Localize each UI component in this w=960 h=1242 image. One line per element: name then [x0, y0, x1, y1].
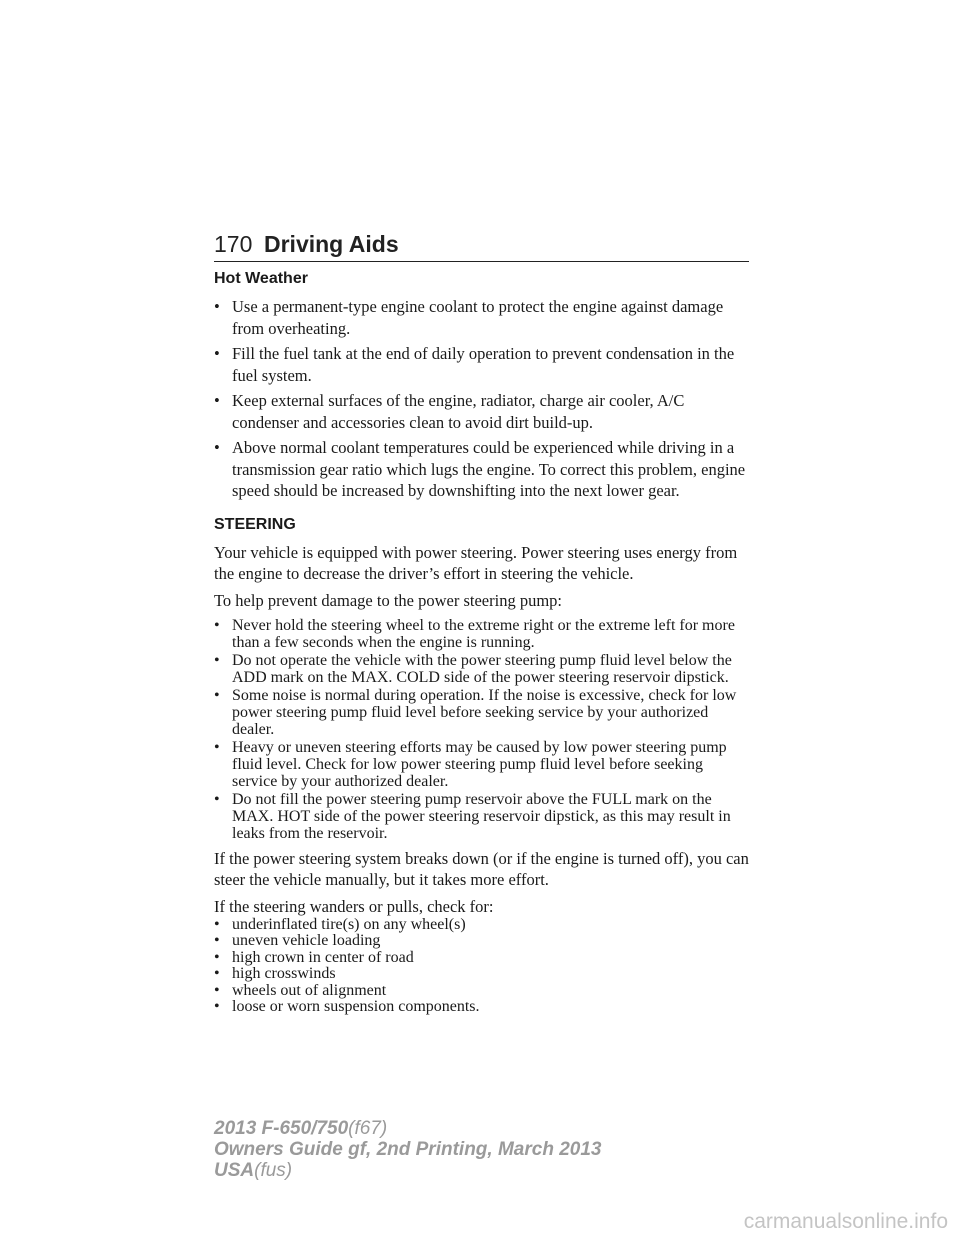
list-item: • Fill the fuel tank at the end of daily operation to prevent condensation in the fuel system.: [214, 344, 735, 385]
bullet-icon: •: [214, 790, 220, 808]
list-item: • Never hold the steering wheel to the extreme right or the extreme left for more than a few seconds when the engine is running.: [214, 616, 735, 651]
bullet-icon: •: [214, 297, 220, 316]
page-header: [214, 228, 749, 262]
list-item: • Some noise is normal during operation. If the noise is excessive, check for low power steering pump fluid level before seeking service by your authorized dealer.: [214, 686, 737, 738]
bullet-icon: •: [214, 391, 220, 410]
bullet-icon: •: [214, 948, 220, 966]
watermark: carmanualsonline.info: [743, 1210, 948, 1233]
list-item: • Do not fill the power steering pump reservoir above the FULL mark on the MAX. HOT side of the power steering reservoir dipstick, as this may result in leaks from the reservoir.: [214, 790, 731, 842]
footer-line-model: 2013 F-650/750(f67): [214, 1118, 388, 1139]
bullet-icon: •: [214, 686, 220, 704]
footer-line-edition: Owners Guide gf, 2nd Printing, March 2013: [214, 1139, 602, 1160]
bullet-icon: •: [214, 616, 220, 634]
page-content: [214, 268, 749, 1022]
footer-line-market: USA(fus): [214, 1160, 293, 1181]
bullet-icon: •: [214, 932, 220, 949]
steering-prevent-intro: To help prevent damage to the power steering pump:: [214, 590, 562, 610]
list-item: • Use a permanent-type engine coolant to protect the engine against damage from overheating.: [214, 297, 724, 338]
list-item: • Above normal coolant temperatures could be experienced while driving in a transmission gear ratio which lugs the engine. To correct this problem, engine speed should be increased by downshifting into the next lower gear.: [214, 438, 746, 500]
list-item: • Do not operate the vehicle with the power steering pump fluid level below the ADD mark on the MAX. COLD side of the power steering reservoir dipstick.: [214, 651, 732, 686]
list-item: • uneven vehicle loading: [214, 932, 381, 949]
bullet-icon: •: [214, 915, 220, 933]
list-item: • Keep external surfaces of the engine, radiator, charge air cooler, A/C condenser and accessories clean to avoid dirt build-up.: [214, 391, 685, 432]
bullet-icon: •: [214, 651, 220, 669]
bullet-icon: •: [214, 981, 220, 999]
steering-wander-list: [214, 917, 749, 1016]
hot-weather-list: [214, 296, 749, 502]
list-item: • high crosswinds: [214, 965, 336, 982]
bullet-icon: •: [214, 998, 220, 1015]
bullet-icon: •: [214, 738, 220, 756]
steering-wander-intro: If the steering wanders or pulls, check for:: [214, 896, 494, 916]
list-item: • wheels out of alignment: [214, 981, 387, 999]
bullet-icon: •: [214, 344, 220, 363]
steering-breakdown: If the power steering system breaks down (or if the engine is turned off), you can steer the vehicle manually, but it takes more effort.: [214, 848, 749, 889]
page-number: 170: [214, 231, 253, 257]
hot-weather-heading: Hot Weather: [214, 270, 308, 287]
print-footer: [214, 1118, 601, 1181]
steering-heading: STEERING: [214, 515, 296, 533]
list-item: • high crown in center of road: [214, 948, 414, 966]
steering-intro: Your vehicle is equipped with power steering. Power steering uses energy from the engine to decrease the driver’s effort in steering the vehicle.: [214, 542, 738, 583]
list-item: • underinflated tire(s) on any wheel(s): [214, 915, 466, 933]
chapter-title: Driving Aids: [264, 231, 399, 257]
bullet-icon: •: [214, 965, 220, 982]
list-item: • Heavy or uneven steering efforts may be caused by low power steering pump fluid level. Check for low power steering pump fluid level before seeking service by your authorized dealer.: [214, 738, 727, 790]
bullet-icon: •: [214, 438, 220, 457]
list-item: • loose or worn suspension components.: [214, 998, 480, 1015]
steering-prevent-list: [214, 617, 749, 842]
